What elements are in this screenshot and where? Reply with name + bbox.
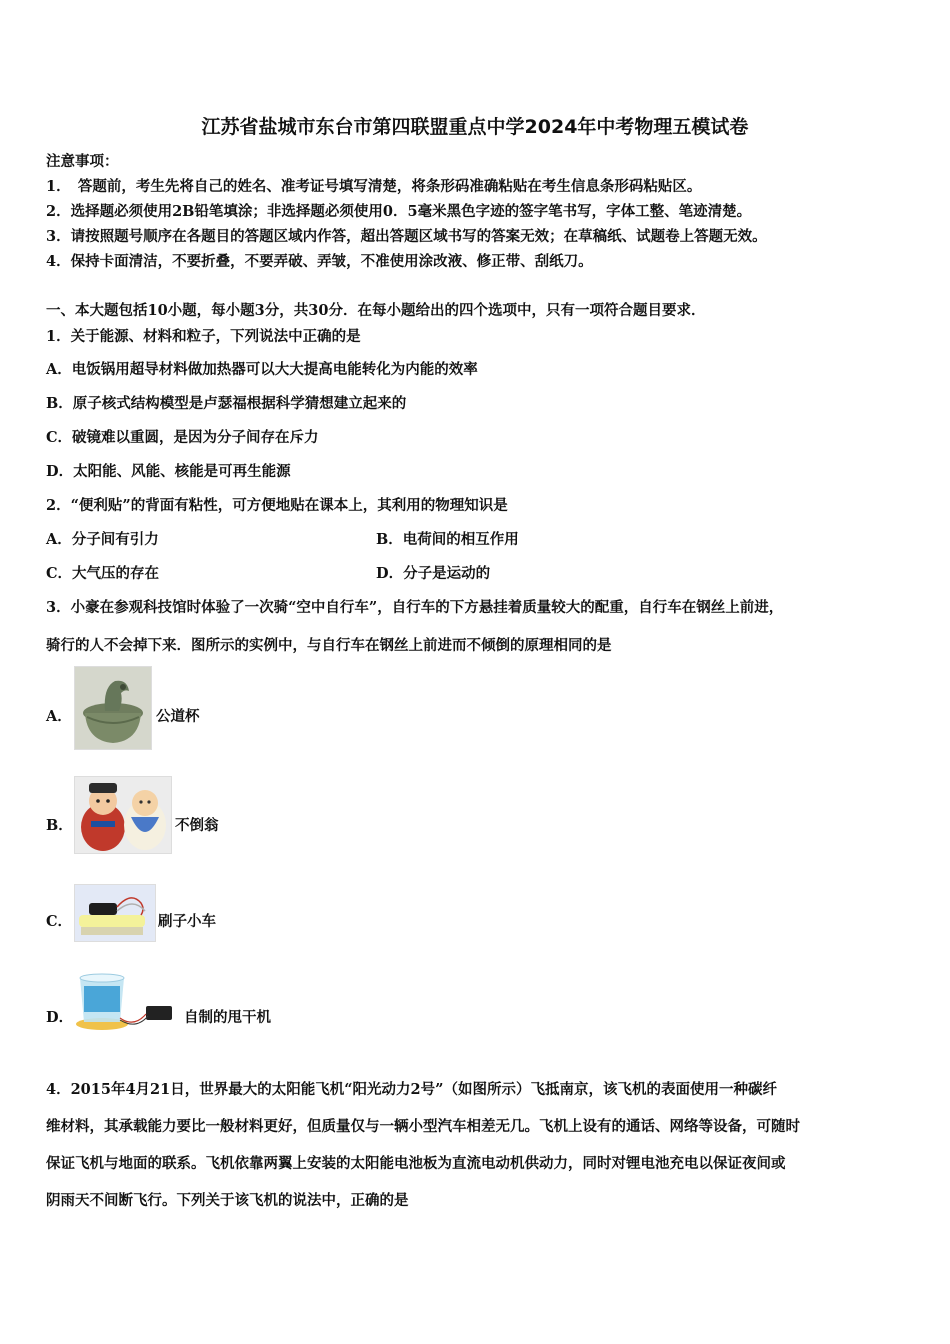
q1-option-c: C．破镜难以重圆，是因为分子间存在斥力: [46, 429, 319, 446]
q2-option-c: C．大气压的存在: [46, 565, 160, 582]
q4-line-4: 阴雨天不间断飞行。下列关于该飞机的说法中，正确的是: [46, 1192, 409, 1209]
section-heading: 一、本大题包括10小题，每小题3分，共30分．在每小题给出的四个选项中，只有一项符合题目要求．: [46, 302, 706, 319]
q3-option-c-label: 刷子小车: [158, 913, 216, 930]
q3-option-a-label: 公道杯: [156, 708, 200, 725]
spin-dryer-illustration: [74, 970, 180, 1032]
q1-option-a: A．电饭锅用超导材料做加热器可以大大提高电能转化为内能的效率: [46, 361, 478, 378]
q2-option-b: B．电荷间的相互作用: [376, 531, 519, 548]
q4-line-3: 保证飞机与地面的联系。飞机依靠两翼上安装的太阳能电池板为直流电动机供动力，同时对锂电池充电以保证夜间或: [46, 1155, 786, 1172]
brush-car-image: [74, 884, 156, 942]
q3-option-a-letter: A．: [46, 708, 72, 725]
notice-item-3: 3．请按照题号顺序在各题目的答题区域内作答，超出答题区域书写的答案无效；在草稿纸、试题卷上答题无效。: [46, 228, 767, 245]
cup-illustration: [75, 667, 151, 749]
tumbler-illustration: [75, 777, 171, 853]
notice-item-2: 2．选择题必须使用2B铅笔填涂；非选择题必须使用0．5毫米黑色字迹的签字笔书写，字体工整、笔迹清楚。: [46, 203, 752, 220]
q2-stem: 2．“便利贴”的背面有粘性，可方便地贴在课本上，其利用的物理知识是: [46, 497, 508, 514]
q3-option-b-letter: B．: [46, 817, 73, 834]
exam-title: 江苏省盐城市东台市第四联盟重点中学2024年中考物理五模试卷: [201, 116, 749, 138]
q3-stem-line1: 3．小豪在参观科技馆时体验了一次骑“空中自行车”，自行车的下方悬挂着质量较大的配重，自行车在钢丝上前进，: [46, 599, 784, 616]
tumbler-image: [74, 776, 172, 854]
spin-dryer-image: [74, 970, 180, 1032]
cup-image: [74, 666, 152, 750]
q3-option-d-label: 自制的甩干机: [184, 1009, 271, 1026]
q3-option-d-letter: D．: [46, 1009, 74, 1026]
brush-car-illustration: [75, 885, 155, 941]
q4-line-1: 4．2015年4月21日，世界最大的太阳能飞机“阳光动力2号”（如图所示）飞抵南京，该飞机的表面使用一种碳纤: [46, 1081, 777, 1098]
notice-item-1: 1． 答题前，考生先将自己的姓名、准考证号填写清楚，将条形码准确粘贴在考生信息条形码粘贴区。: [46, 178, 702, 195]
q3-stem-line2: 骑行的人不会掉下来．图所示的实例中，与自行车在钢丝上前进而不倾倒的原理相同的是: [46, 637, 612, 654]
q2-option-a: A．分子间有引力: [46, 531, 159, 548]
q4-line-2: 维材料，其承载能力要比一般材料更好，但质量仅与一辆小型汽车相差无几。飞机上设有的通话、网络等设备，可随时: [46, 1118, 800, 1135]
q3-option-b-label: 不倒翁: [175, 817, 219, 834]
q3-option-c-letter: C．: [46, 913, 73, 930]
notice-heading: 注意事项：: [46, 153, 119, 170]
notice-item-4: 4．保持卡面清洁，不要折叠，不要弄破、弄皱，不准使用涂改液、修正带、刮纸刀。: [46, 253, 593, 270]
q1-option-d: D．太阳能、风能、核能是可再生能源: [46, 463, 291, 480]
q1-stem: 1．关于能源、材料和粒子，下列说法中正确的是: [46, 328, 361, 345]
q1-option-b: B．原子核式结构模型是卢瑟福根据科学猜想建立起来的: [46, 395, 407, 412]
q2-option-d: D．分子是运动的: [376, 565, 491, 582]
